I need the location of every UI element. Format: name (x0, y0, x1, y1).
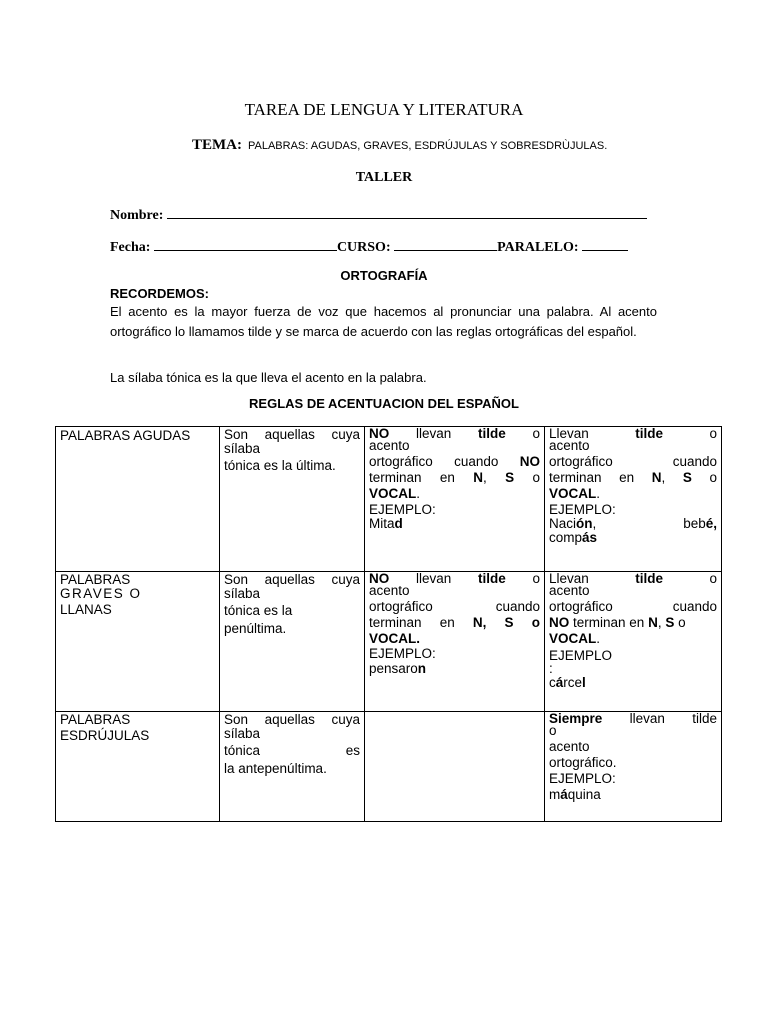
row-label: LLANAS (60, 602, 112, 617)
rule-word: o (532, 426, 540, 441)
row-label: GRAVES O (60, 586, 142, 601)
rule-word: terminan (549, 470, 602, 485)
rule-word: o (709, 470, 717, 485)
example-text: beb (683, 516, 706, 531)
rule-word: ortográfico cuando (369, 454, 499, 469)
definition-word: es (345, 743, 360, 758)
example-bold: ás (582, 530, 598, 545)
table-row (56, 712, 722, 822)
rule-word: Llevan (549, 571, 589, 586)
example-label: EJEMPLO (549, 648, 613, 663)
rule-letter-n: N (473, 470, 483, 485)
rule-no: NO (519, 454, 540, 469)
rule-letter-n: N (651, 470, 662, 485)
rule-vocal: VOCAL. (369, 631, 421, 646)
ortografia-heading: ORTOGRAFÍA (340, 268, 428, 283)
nombre-blank[interactable] (167, 205, 647, 219)
row-label: PALABRAS (60, 572, 131, 587)
rule-letter-s: S (505, 470, 515, 485)
rule-letter-s: S (504, 615, 514, 630)
rule-word: ortográfico (549, 454, 613, 469)
rule-line: acento (549, 438, 590, 453)
rule-letter-n: N (648, 615, 658, 630)
rule-tilde: tilde (635, 426, 664, 441)
esdrujulas-definition-cell (220, 712, 365, 822)
rules-table (55, 426, 722, 822)
table-row (56, 427, 722, 572)
rule-vocal: VOCAL (549, 631, 597, 646)
fecha-row (110, 237, 628, 256)
nombre-label: Nombre: (110, 208, 164, 223)
graves-tilde-cell: Llevan tilde o acento ortográfico cuando NO terminan en N, S o VOCAL. EJEMPLO : cárcel (545, 572, 722, 712)
rule-word: en (619, 470, 635, 485)
example-word (369, 661, 540, 677)
definition-word: tónica (224, 743, 261, 758)
rule-vocal: VOCAL (369, 486, 417, 501)
example-bold: é, (705, 516, 717, 531)
definition-line: Son aquellas cuya sílaba (224, 712, 360, 741)
example-bold: l (582, 675, 586, 690)
curso-label: CURSO: (336, 240, 391, 255)
agudas-tilde-cell: Llevan tilde o acento ortográfico cuando terminan en N, S o VOCAL. EJEMPLO: Nación, bebé, compás (545, 427, 722, 572)
rule-word: o (532, 470, 540, 485)
rule-no: NO (369, 571, 390, 586)
example-text: comp (549, 530, 583, 545)
example-label: EJEMPLO: (549, 771, 616, 786)
graves-name-cell (56, 572, 220, 712)
example-text: Naci (549, 516, 577, 531)
rule-word: terminan (369, 615, 422, 630)
rules-table-title: REGLAS DE ACENTUACION DEL ESPAÑOL (249, 396, 519, 411)
example-word (549, 787, 717, 803)
recordemos-heading: RECORDEMOS: (110, 286, 209, 301)
example-label: EJEMPLO: (549, 502, 616, 517)
rule-word: cuando (495, 599, 540, 614)
example-colon: : (549, 661, 553, 676)
intro-paragraph: El acento es la mayor fuerza de voz que hacemos al pronunciar una palabra. Al acento ortográfico lo llamamos tilde y se marca de acuerdo con las reglas ortográficas del español. (110, 304, 657, 339)
rule-word: llevan (629, 711, 665, 726)
example-text: Mita (369, 516, 395, 531)
example-label: EJEMPLO: (369, 502, 436, 517)
esdrujulas-rule-cell (365, 712, 545, 822)
example-label: EJEMPLO: (369, 646, 436, 661)
example-bold: n (417, 661, 427, 676)
definition-line: tónica es la última. (224, 458, 336, 473)
table-row (56, 572, 722, 712)
rule-siempre: Siempre (549, 711, 603, 726)
rule-word: tilde (692, 711, 717, 726)
rule-line: acento (369, 438, 410, 453)
agudas-name-cell (56, 427, 220, 572)
page-title: TAREA DE LENGUA Y LITERATURA (244, 100, 524, 119)
rule-word: o (678, 615, 686, 630)
paralelo-blank[interactable] (582, 237, 628, 251)
esdrujulas-name-cell (56, 712, 220, 822)
rule-line: acento (549, 739, 590, 754)
taller-heading: TALLER (355, 170, 413, 185)
rule-line: acento (549, 583, 590, 598)
rule-tilde: tilde (477, 571, 506, 586)
tema-label: TEMA: (192, 137, 242, 153)
example-word (369, 517, 540, 531)
agudas-rule-cell: NO llevan tilde o acento ortográfico cuando NO terminan en N, S o VOCAL. EJEMPLO: Mitad (365, 427, 545, 572)
example-word (549, 674, 717, 692)
paralelo-label: PARALELO: (497, 240, 579, 255)
rule-vocal: VOCAL (549, 486, 597, 501)
period: . (596, 631, 601, 646)
rule-word: llevan (415, 571, 452, 586)
period: . (596, 486, 601, 501)
definition-line: Son aquellas cuya sílaba (224, 427, 360, 456)
example-bold: á (560, 787, 568, 802)
example-text: m (549, 787, 561, 802)
definition-line: la antepenúltima. (224, 761, 327, 776)
example-text: quina (567, 787, 601, 802)
rule-no: NO (549, 615, 570, 630)
rule-word: cuando (672, 599, 717, 614)
example-bold: d (394, 516, 403, 531)
graves-rule-cell: NO llevan tilde o acento ortográfico cuando terminan en N, S o VOCAL. EJEMPLO: pensaron (365, 572, 545, 712)
example-word (683, 516, 717, 531)
row-label: PALABRAS (60, 712, 131, 727)
nombre-row (110, 205, 647, 224)
rule-word: llevan (415, 426, 452, 441)
example-bold: ón (576, 516, 593, 531)
example-text: pensaro (369, 661, 418, 676)
example-word (549, 531, 717, 545)
rule-word: terminan en (369, 470, 455, 485)
rule-tilde: tilde (635, 571, 664, 586)
rule-word: ortográfico (549, 599, 613, 614)
tonica-sentence: La sílaba tónica es la que lleva el acento en la palabra. (110, 370, 427, 385)
rule-line: acento (369, 583, 410, 598)
rule-word: cuando (672, 454, 717, 469)
graves-definition-cell (220, 572, 365, 712)
definition-line: penúltima. (224, 621, 287, 636)
esdrujulas-tilde-cell (545, 712, 722, 822)
fecha-blank[interactable] (154, 237, 337, 251)
rule-letter-s: S (682, 470, 692, 485)
example-text: , (592, 516, 597, 531)
rule-line: ortográfico. (549, 755, 617, 770)
agudas-definition-cell (220, 427, 365, 572)
row-label: ESDRÚJULAS (60, 728, 150, 743)
period: . (416, 486, 421, 501)
example-bold: á (555, 675, 564, 690)
rule-word: o (532, 571, 540, 586)
rule-word: ortográfico (369, 599, 433, 614)
rule-letter-n: N (472, 615, 483, 630)
rule-word: o (531, 615, 540, 630)
tema-line (192, 137, 607, 154)
tema-text: PALABRAS: AGUDAS, GRAVES, ESDRÚJULAS Y SOBRESDRÙJULAS. (248, 140, 608, 152)
rule-word: en (439, 615, 455, 630)
rule-word: o (709, 426, 717, 441)
definition-line: Son aquellas cuya sílaba (224, 572, 360, 601)
rule-word: terminan en (573, 615, 645, 630)
rule-no: NO (369, 426, 390, 441)
example-text: c (549, 675, 556, 690)
row-label: PALABRAS AGUDAS (60, 428, 191, 443)
rule-letter-s: S (665, 615, 675, 630)
rule-word: o (709, 571, 717, 586)
example-text: rce (563, 675, 583, 690)
rule-tilde: tilde (477, 426, 506, 441)
definition-line: tónica es la (224, 603, 293, 618)
rule-word: Llevan (549, 426, 589, 441)
fecha-label: Fecha: (110, 240, 151, 255)
example-word (549, 516, 596, 531)
rule-line: o (549, 723, 557, 738)
curso-blank[interactable] (394, 237, 497, 251)
